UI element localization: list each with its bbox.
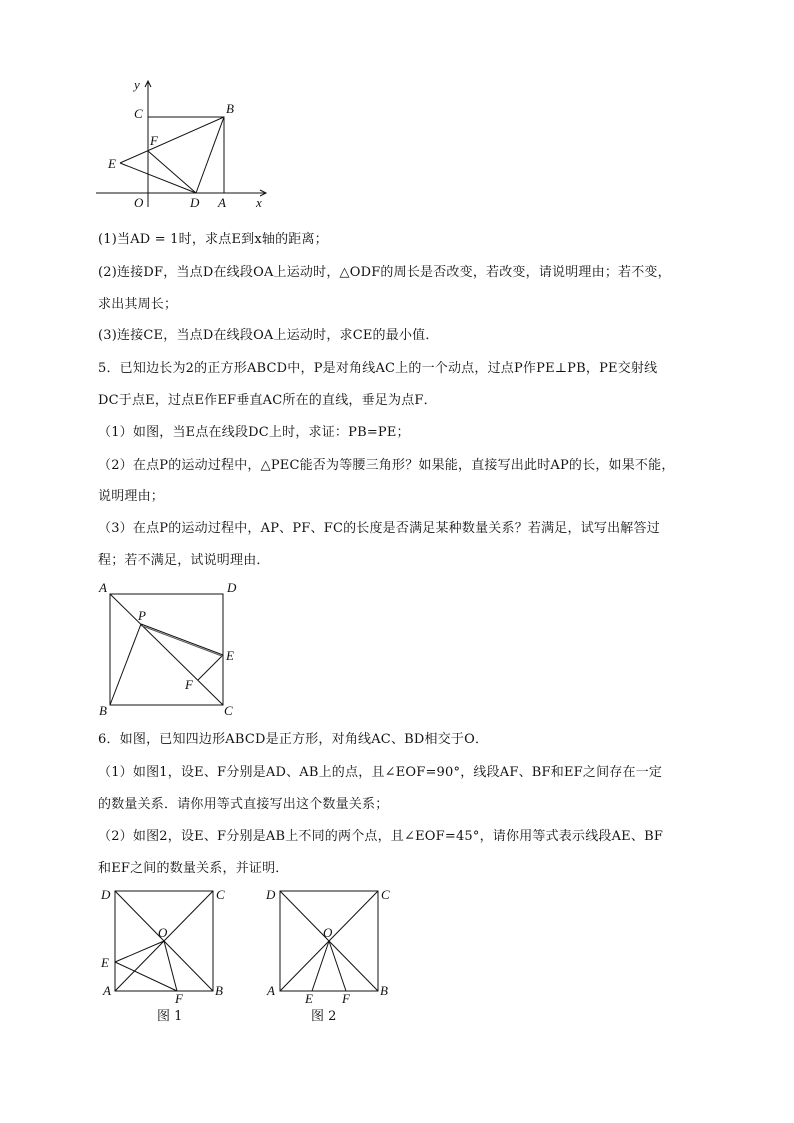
p4-part2-line2: 求出其周长； xyxy=(98,297,178,312)
label-D: D xyxy=(227,580,237,595)
p5-q1: （1）如图，当E点在线段DC上时，求证：PB=PE； xyxy=(98,425,410,440)
label-B: B xyxy=(380,983,388,998)
label-B: B xyxy=(99,703,107,718)
p6-q1-line1: （1）如图1，设E、F分别是AD、AB上的点，且∠EOF=90°，线段AF、BF和EF之间存在一定 xyxy=(98,765,663,780)
diagonal-AC xyxy=(110,594,223,705)
segment-PE xyxy=(141,624,223,655)
segment-FD xyxy=(148,151,196,193)
label-E: E xyxy=(305,991,313,1005)
label-F: F xyxy=(342,991,350,1005)
label-O: O xyxy=(323,925,333,940)
rectangle-OABC xyxy=(148,117,224,193)
p5-q3-line2: 程；若不满足，试说明理由． xyxy=(98,553,270,568)
p4-part3: (3)连接CE，当点D在线段OA上运动时，求CE的最小值． xyxy=(98,328,439,343)
label-A: A xyxy=(103,983,111,998)
segment-OF xyxy=(329,941,346,991)
p5-stem-line2: DC于点E，过点E作EF垂直AC所在的直线，垂足为点F． xyxy=(98,393,437,408)
p6-q1-line2: 的数量关系．请你用等式直接写出这个数量关系； xyxy=(98,797,389,812)
label-A: A xyxy=(267,983,275,998)
p6-q2-line2: 和EF之间的数量关系，并证明． xyxy=(98,861,289,876)
segment-EB xyxy=(120,117,224,163)
segment-EF xyxy=(115,962,177,991)
label-E: E xyxy=(108,156,116,171)
label-E: E xyxy=(101,955,109,970)
label-x: x xyxy=(256,195,262,210)
label-C: C xyxy=(224,703,233,718)
label-C: C xyxy=(216,887,225,902)
p5-q2-line2: 说明理由； xyxy=(98,489,165,504)
label-A: A xyxy=(218,195,226,210)
square-figure-p5 xyxy=(95,578,245,720)
p6-stem: 6．如图，已知四边形ABCD是正方形，对角线AC、BD相交于O． xyxy=(98,732,489,747)
p5-q3-line1: （3）在点P的运动过程中，AP、PF、FC的长度是否满足某种数量关系？若满足，试写出解答过 xyxy=(98,521,660,536)
segment-PB xyxy=(110,624,141,705)
label-B: B xyxy=(215,983,223,998)
label-F: F xyxy=(150,133,158,148)
segment-DB xyxy=(196,117,224,193)
segment-PE-shadow xyxy=(141,626,223,657)
segment-OE xyxy=(312,941,329,991)
label-B: B xyxy=(226,101,234,116)
label-D: D xyxy=(266,887,276,902)
label-F: F xyxy=(175,991,183,1005)
coordinate-figure xyxy=(90,75,290,215)
figure-2-p6 xyxy=(262,883,402,1005)
label-D: D xyxy=(190,195,200,210)
figure-1-p6 xyxy=(95,883,235,1005)
figure-1-caption: 图 1 xyxy=(157,1009,183,1024)
label-P: P xyxy=(138,608,146,623)
p4-part1: (1)当AD = 1时，求点E到x轴的距离； xyxy=(98,232,328,247)
label-D: D xyxy=(101,887,111,902)
segment-OE xyxy=(115,941,164,962)
p4-part2-line1: (2)连接DF，当点D在线段OA上运动时，△ODF的周长是否改变，若改变，请说明理由；若不变， xyxy=(98,265,671,280)
label-y: y xyxy=(134,77,140,92)
label-O: O xyxy=(134,195,144,210)
label-A: A xyxy=(99,580,107,595)
label-O: O xyxy=(158,925,168,940)
p6-q2-line1: （2）如图2，设E、F分别是AB上不同的两个点，且∠EOF=45°，请你用等式表示线段AE、BF xyxy=(98,829,664,844)
segment-OF xyxy=(164,941,177,991)
p5-q2-line1: （2）在点P的运动过程中，△PEC能否为等腰三角形？如果能，直接写出此时AP的长，如果不能， xyxy=(98,458,675,473)
label-C: C xyxy=(381,887,390,902)
segment-EF xyxy=(198,655,223,680)
segment-ED xyxy=(120,163,196,193)
p5-stem-line1: 5．已知边长为2的正方形ABCD中，P是对角线AC上的一个动点，过点P作PE⊥PB，PE交射线 xyxy=(98,361,658,376)
label-E: E xyxy=(226,648,234,663)
label-F: F xyxy=(185,677,193,692)
label-C: C xyxy=(134,106,143,121)
figure-2-caption: 图 2 xyxy=(311,1009,337,1024)
